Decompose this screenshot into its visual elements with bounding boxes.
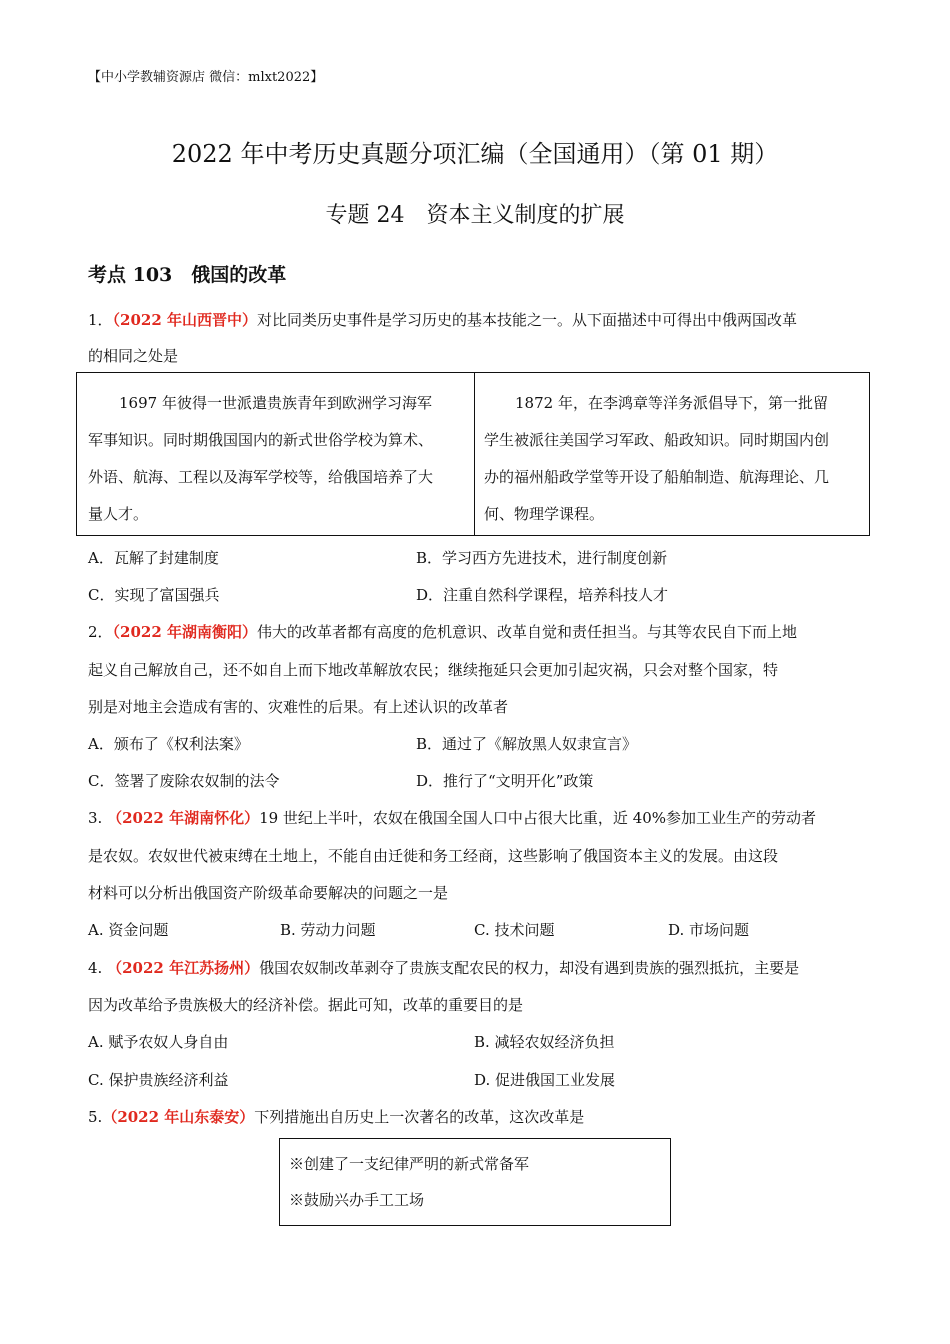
q1-left-text: 1697 年彼得一世派遣贵族青年到欧洲学习海军 (119, 394, 432, 412)
q4-option-a[interactable]: A. 赋予农奴人身自由 (88, 1033, 229, 1051)
q4-option-b[interactable]: B. 减轻农奴经济负担 (474, 1033, 615, 1051)
q1-left-cell (77, 373, 475, 535)
q4-stem-line2: 因为改革给予贵族极大的经济补偿。据此可知，改革的重要目的是 (88, 996, 524, 1014)
page-subtitle: 专题 24 资本主义制度的扩展 (325, 203, 625, 228)
q1-left-text: 军事知识。同时期俄国国内的新式世俗学校为算术、 (88, 431, 434, 449)
q1-option-a[interactable]: A．瓦解了封建制度 (88, 549, 219, 567)
q1-stem-line1: 1．（2022 年山西晋中）对比同类历史事件是学习历史的基本技能之一。从下面描述中可得出中俄两国改革 (88, 311, 798, 329)
q5-measures-box (279, 1138, 671, 1226)
kaodian-heading: 考点 103 俄国的改革 (88, 264, 287, 286)
q1-left-text: 量人才。 (88, 505, 149, 523)
q2-option-a[interactable]: A．颁布了《权利法案》 (88, 735, 249, 753)
q5-measure-item: ※创建了一支纪律严明的新式常备军 (289, 1155, 530, 1173)
q2-stem-line2: 起义自己解放自己，还不如自上而下地改革解放农民；继续拖延只会更加引起灾祸，只会对整个国家，特 (88, 661, 779, 679)
q4-stem-line1: 4. （2022 年江苏扬州）俄国农奴制改革剥夺了贵族支配农民的权力，却没有遇到贵族的强烈抵抗，主要是 (88, 959, 800, 977)
q4-source: （2022 年江苏扬州） (107, 959, 260, 977)
q3-option-b[interactable]: B. 劳动力问题 (280, 921, 376, 939)
q3-stem-line2: 是农奴。农奴世代被束缚在土地上，不能自由迁徙和务工经商，这些影响了俄国资本主义的发展。由这段 (88, 847, 779, 865)
q2-source: （2022 年湖南衡阳） (112, 623, 258, 641)
q5-stem-line1: 5.（2022 年山东泰安）下列措施出自历史上一次著名的改革，这次改革是 (88, 1108, 585, 1126)
q3-stem-line3: 材料可以分析出俄国资产阶级革命要解决的问题之一是 (88, 884, 449, 902)
q1-option-c[interactable]: C．实现了富国强兵 (88, 586, 220, 604)
q2-option-c[interactable]: C．签署了废除农奴制的法令 (88, 772, 280, 790)
q1-right-cell (475, 373, 869, 535)
q3-source: （2022 年湖南怀化） (107, 809, 260, 827)
q1-right-text: 办的福州船政学堂等开设了船舶制造、航海理论、几 (484, 468, 830, 486)
q1-right-text: 学生被派往美国学习军政、船政知识。同时期国内创 (484, 431, 830, 449)
q4-option-c[interactable]: C. 保护贵族经济利益 (88, 1071, 229, 1089)
header-note: 【中小学教辅资源店 微信：mlxt2022】 (88, 70, 324, 85)
q5-measure-item: ※鼓励兴办手工工场 (289, 1191, 425, 1209)
q2-stem-line3: 别是对地主会造成有害的、灾难性的后果。有上述认识的改革者 (88, 698, 509, 716)
q5-source: （2022 年山东泰安） (102, 1108, 255, 1126)
q2-option-b[interactable]: B．通过了《解放黑人奴隶宣言》 (416, 735, 638, 753)
q1-right-text: 1872 年，在李鸿章等洋务派倡导下，第一批留 (515, 394, 828, 412)
q3-option-c[interactable]: C. 技术问题 (474, 921, 555, 939)
q4-option-d[interactable]: D. 促进俄国工业发展 (474, 1071, 616, 1089)
q1-comparison-table (76, 372, 870, 536)
q3-stem-line1: 3. （2022 年湖南怀化）19 世纪上半叶，农奴在俄国全国人口中占很大比重，近 40%参加工业生产的劳动者 (88, 809, 817, 827)
q1-left-text: 外语、航海、工程以及海军学校等，给俄国培养了大 (88, 468, 434, 486)
q3-option-d[interactable]: D. 市场问题 (668, 921, 750, 939)
q1-option-b[interactable]: B．学习西方先进技术，进行制度创新 (416, 549, 668, 567)
q1-right-text: 何、物理学课程。 (484, 505, 605, 523)
page-title: 2022 年中考历史真题分项汇编（全国通用）（第 01 期） (171, 140, 779, 168)
q3-option-a[interactable]: A. 资金问题 (88, 921, 169, 939)
q2-option-d[interactable]: D．推行了“文明开化”政策 (416, 772, 594, 790)
q1-source: （2022 年山西晋中） (112, 311, 258, 329)
q1-stem-line2: 的相同之处是 (88, 347, 179, 365)
q1-option-d[interactable]: D．注重自然科学课程，培养科技人才 (416, 586, 669, 604)
q2-stem-line1: 2．（2022 年湖南衡阳）伟大的改革者都有高度的危机意识、改革自觉和责任担当。与其等农民自下而上地 (88, 623, 798, 641)
